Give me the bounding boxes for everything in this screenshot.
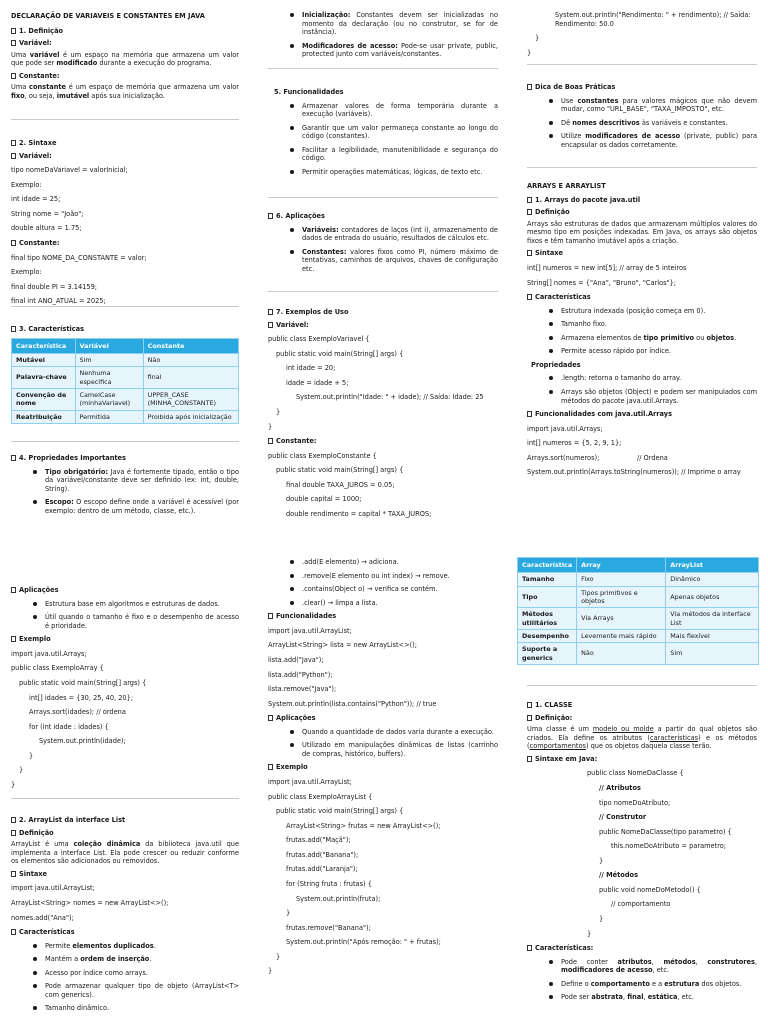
heading-arrays-funcionalidades: Funcionalidades com java.util.Arrays: [527, 410, 757, 419]
code-line: Arrays.sort(numeros); // Ordena: [527, 453, 668, 462]
code-line: }: [29, 751, 34, 760]
checkbox-icon: [527, 197, 532, 203]
checkbox-icon: [268, 764, 273, 770]
checkbox-icon: [527, 411, 532, 417]
checkbox-icon: [268, 438, 273, 444]
code-line: final double TAXA_JUROS = 0.05;: [286, 480, 395, 489]
list-item: .contains(Object o) → verifica se contém.: [268, 585, 498, 594]
list-item: Variáveis: contadores de laços (int i), armazenamento de dados de entrada do usuário, resultados de cálculos etc.: [268, 226, 498, 243]
heading-classe-sintaxe: Sintaxe em Java:: [527, 755, 757, 764]
checkbox-icon: [11, 636, 16, 642]
heading-arraylist: 2. ArrayList da interface List: [11, 816, 239, 825]
heading-funcionalidades: 5. Funcionalidades: [274, 88, 344, 96]
heading-classe-caracteristicas: Características:: [527, 944, 757, 953]
code-line: frutas.remove("Banana");: [286, 923, 371, 932]
heading-sintaxe-variavel: Variável:: [11, 152, 239, 161]
table-header: Constante: [143, 338, 238, 353]
heading-aplicacoes: 6. Aplicações: [268, 212, 498, 221]
code-line: ArrayList<String> nomes = new ArrayList<>();: [11, 898, 169, 907]
code-line: for (int idade : idades) {: [29, 722, 109, 731]
code-line: frutas.add("Laranja");: [286, 865, 358, 874]
code-line: int idade = 25;: [11, 195, 61, 204]
heading-arrays-aplicacoes: Aplicações: [11, 586, 239, 595]
list-item: .add(E elemento) → adiciona.: [268, 558, 498, 567]
list-item: Use constantes para valores mágicos que não devem mudar, como "URL_BASE", "TAXA_IMPOSTO", etc.: [527, 97, 757, 114]
checkbox-icon: [527, 294, 532, 300]
heading-arrays-sintaxe: Sintaxe: [527, 249, 757, 258]
code-line: lista.add("Java");: [268, 655, 324, 664]
code-line: }: [11, 780, 16, 789]
code-line: double capital = 1000;: [286, 495, 362, 504]
table-row: Mutável Sim Não: [12, 353, 239, 366]
checkbox-icon: [11, 40, 16, 46]
code-line: }: [276, 952, 281, 961]
section-boas-praticas: [527, 79, 757, 154]
table-row: Suporte a generics Não Sim: [518, 643, 759, 665]
list-item: Arrays são objetos (Object) e podem ser manipulados com métodos do pacote java.util.Arrays.: [527, 388, 757, 405]
list-item: .clear() → limpa a lista.: [268, 599, 498, 608]
table-row: Tamanho Fixo Dinâmico: [518, 573, 759, 586]
table-row: Reatribuição Permitida Proibida após inicialização: [12, 410, 239, 423]
heading-arrays-exemplo: Exemplo: [11, 635, 239, 644]
code-line: import java.util.ArrayList;: [268, 778, 352, 786]
code-line: System.out.println(fruta);: [296, 894, 381, 903]
heading-classe-definicao: Definição:: [527, 714, 757, 723]
list-item: Estrutura base em algoritmos e estruturas de dados.: [11, 600, 239, 609]
table-row: Tipo Tipos primitivos e objetos Apenas objetos: [518, 586, 759, 608]
doc-title: DECLARAÇÃO DE VARIAVEIS E CONSTANTES EM JAVA: [11, 12, 205, 20]
list-item: Inicialização: Constantes devem ser inicializadas no momento da declaração (ou no construtor, se for de instância).: [268, 11, 498, 37]
code-line: }: [268, 422, 273, 431]
code-line: this.nomeDoAtributo = parametro;: [611, 842, 727, 851]
section-arraylist: [11, 812, 239, 1018]
checkbox-icon: [268, 613, 273, 619]
list-item: Pode ser abstrata, final, estática, etc.: [527, 993, 757, 1002]
heading-arrays-propriedades: Propriedades: [531, 360, 581, 369]
comparison-table-array-arraylist: [517, 557, 759, 665]
list-item: Facilitar a legibilidade, manutenibilidade e segurança do código.: [268, 146, 498, 163]
list-item: Modificadores de acesso: Pode-se usar private, public, protected junto com variáveis/constantes.: [268, 42, 498, 59]
heading-caracteristicas: 3. Características: [11, 325, 239, 334]
section-array-vs-arraylist: [517, 553, 759, 669]
code-line: final tipo NOME_DA_CONSTANTE = valor;: [11, 253, 147, 262]
checkbox-icon: [527, 756, 532, 762]
code-line: tipo nomeDoAtributo;: [599, 798, 671, 807]
heading-arraylist-definicao: Definição: [11, 829, 239, 838]
comparison-table-var-const: [11, 338, 239, 424]
checkbox-icon: [11, 326, 16, 332]
list-item: Estrutura indexada (posição começa em 0).: [527, 307, 757, 316]
code-line: System.out.println(lista.contains("Python")); // true: [268, 699, 437, 708]
table-row: Palavra-chave Nenhuma específica final: [12, 367, 239, 389]
checkbox-icon: [11, 73, 16, 79]
heading-propriedades: 4. Propriedades Importantes: [11, 454, 239, 463]
code-line: for (String fruta : frutas) {: [286, 879, 372, 888]
code-line: lista.add("Python");: [268, 670, 333, 679]
code-line: int[] idades = {30, 25, 40, 20};: [29, 693, 134, 702]
heading-sintaxe: 2. Sintaxe: [11, 139, 239, 148]
code-line: public class ExemploConstante {: [268, 451, 377, 460]
list-item: Define o comportamento e a estrutura dos objetos.: [527, 980, 757, 989]
code-line: System.out.println(Arrays.toString(numeros)); // Imprime o array: [527, 468, 741, 477]
checkbox-icon: [527, 209, 532, 215]
code-line: double altura = 1.75;: [11, 224, 82, 233]
section-arrays: [527, 182, 757, 483]
heading-arrays-definicao: Definição: [527, 208, 757, 217]
list-item: Armazenar valores de forma temporária durante a execução (variáveis).: [268, 102, 498, 119]
code-line: public static void main(String[] args) {: [276, 349, 404, 358]
list-item: Garantir que um valor permaneça constante ao longo do código (constantes).: [268, 124, 498, 141]
table-row: Desempenho Levemente mais rápido Mais flexível: [518, 629, 759, 642]
code-comment: // Atributos: [599, 783, 641, 792]
list-item: Permitir operações matemáticas, lógicas, de texto etc.: [268, 168, 498, 177]
code-line: ArrayList<String> lista = new ArrayList<>();: [268, 641, 417, 650]
code-line: }: [286, 909, 291, 918]
checkbox-icon: [268, 322, 273, 328]
heading-arrays-pacote: 1. Arrays do pacote java.util: [527, 196, 757, 205]
code-line: final double PI = 3.14159;: [11, 282, 97, 291]
code-line: public NomeDaClasse(tipo parametro) {: [599, 827, 732, 836]
heading-arrays-arraylist: ARRAYS E ARRAYLIST: [527, 182, 606, 190]
heading-exemplos: 7. Exemplos de Uso: [268, 308, 498, 317]
list-item: Mantém a ordem de inserção.: [11, 955, 239, 964]
section-sintaxe: [11, 135, 239, 312]
code-line: }: [535, 34, 540, 43]
checkbox-icon: [268, 715, 273, 721]
code-line: }: [587, 929, 592, 938]
code-line: System.out.println("Rendimento: " + rendimento); // Saída: Rendimento: 50.0: [555, 11, 751, 28]
checkbox-icon: [11, 817, 16, 823]
section-arrays-aplicacoes: [11, 582, 239, 795]
checkbox-icon: [11, 587, 16, 593]
table-header: Característica: [12, 338, 76, 353]
checkbox-icon: [11, 830, 16, 836]
arrays-definition: Arrays são estruturas de dados que armazenam múltiplos valores do mesmo tipo em posições indexadas. Em Java, os arrays são objetos fixos e têm tamanho imutável após a criação.: [527, 219, 757, 245]
list-item: Útil quando o tamanho é fixo e o desempenho de acesso é prioridade.: [11, 613, 239, 630]
code-line: import java.util.Arrays;: [11, 649, 87, 658]
code-line: Exemplo:: [11, 268, 42, 277]
code-line: double rendimento = capital * TAXA_JUROS;: [286, 509, 432, 518]
checkbox-icon: [11, 140, 16, 146]
code-line: System.out.println("Após remoção: " + frutas);: [286, 938, 441, 947]
code-line: Arrays.sort(idades); // ordena: [29, 708, 126, 717]
list-item: Pode conter atributos, métodos, construtores, modificadores de acesso, etc.: [527, 958, 757, 975]
code-line: public static void main(String[] args) {: [19, 678, 147, 687]
code-line: public class ExemploArray {: [11, 664, 104, 673]
heading-definicao: 1. Definição: [11, 27, 239, 36]
code-line: public static void main(String[] args) {: [276, 466, 404, 475]
heading-exemplo-constante: Constante:: [268, 437, 498, 446]
heading-constante: Constante:: [11, 72, 239, 81]
checkbox-icon: [527, 715, 532, 721]
heading-arrays-caracteristicas: Características: [527, 293, 757, 302]
code-line: public class ExemploVariavel {: [268, 335, 370, 344]
variavel-paragraph: Uma variável é um espaço na memória que armazena um valor que pode ser modificado durante a execução do programa.: [11, 50, 239, 68]
list-item: Permite elementos duplicados.: [11, 942, 239, 951]
code-line: }: [599, 915, 604, 923]
section-codigo-cont: [527, 11, 757, 63]
code-line: public class ExemploArrayList {: [268, 792, 373, 801]
list-item: Utilizado em manipulações dinâmicas de listas (carrinho de compras, histórico, buffers).: [268, 741, 498, 758]
checkbox-icon: [11, 929, 16, 935]
code-line: nomes.add("Ana");: [11, 913, 74, 922]
code-line: lista.remove("Java");: [268, 685, 337, 694]
list-item: Escopo: O escopo define onde a variável é acessível (por exemplo: dentro de um método, classe, etc.).: [11, 498, 239, 515]
heading-exemplo-variavel: Variável:: [268, 321, 498, 330]
code-line: public static void main(String[] args) {: [276, 807, 404, 816]
list-item: Tamanho fixo.: [527, 320, 757, 329]
list-item: Tipo obrigatório: Java é fortemente tipado, então o tipo da variável/constante deve ser definido (ex: int, double, String).: [11, 468, 239, 494]
checkbox-icon: [527, 84, 532, 90]
checkbox-icon: [268, 309, 273, 315]
checkbox-icon: [11, 871, 16, 877]
list-item: .length: retorna o tamanho do array.: [527, 374, 757, 383]
code-comment: // Construtor: [599, 813, 647, 822]
section-propriedades: [11, 450, 239, 520]
checkbox-icon: [527, 945, 532, 951]
code-line: frutas.add("Banana");: [286, 850, 359, 859]
code-line: System.out.println(idade);: [39, 737, 126, 746]
checkbox-icon: [11, 240, 16, 246]
heading-arraylist-caracteristicas: Características: [11, 928, 239, 937]
list-item: Quando a quantidade de dados varia durante a execução.: [268, 728, 498, 737]
code-line: String[] nomes = {"Ana", "Bruno", "Carlos"};: [527, 278, 676, 287]
constante-paragraph: Uma constante é um espaço de memória que armazena um valor fixo, ou seja, imutável após sua inicialização.: [11, 83, 239, 100]
list-item: Pode armazenar qualquer tipo de objeto (ArrayList<T> com generics).: [11, 982, 239, 999]
heading-variavel: Variável:: [11, 39, 239, 48]
checkbox-icon: [11, 28, 16, 34]
list-item: Tamanho dinâmico.: [11, 1004, 239, 1013]
section-caracteristicas: [11, 321, 239, 428]
classe-definition: Uma classe é um modelo ou molde a partir do qual objetos são criados. Ela define os atributos (características) e os métodos (comportamentos) que os objetos daquela classe terão.: [527, 725, 757, 751]
code-line: }: [276, 407, 281, 416]
section-aplicacoes: [268, 208, 498, 278]
section-arraylist-metodos: [268, 553, 498, 982]
code-line: tipo nomeDaVariavel = valorInicial;: [11, 166, 128, 175]
section-propriedades-cont: [268, 11, 498, 64]
arraylist-definition: ArrayList é uma coleção dinâmica da biblioteca java.util que implementa a interface List. Ela pode crescer ou reduzir conforme os elementos são adicionados ou removidos.: [11, 840, 240, 866]
heading-arraylist-funcionalidades: Funcionalidades: [268, 612, 498, 621]
table-header: Variável: [75, 338, 143, 353]
code-line: }: [19, 766, 24, 775]
code-line: public void nomeDoMetodo() {: [599, 885, 701, 894]
code-line: int[] numeros = {5, 2, 9, 1};: [527, 439, 622, 448]
code-line: int idade = 20;: [286, 364, 336, 373]
list-item: Dê nomes descritivos às variáveis e constantes.: [527, 119, 757, 128]
code-comment: // Métodos: [599, 871, 639, 880]
code-line: Exemplo:: [11, 180, 42, 189]
code-line: import java.util.ArrayList;: [268, 626, 352, 635]
code-line: System.out.println("Idade: " + idade); // Saída: Idade: 25: [296, 393, 484, 402]
heading-arraylist-aplicacoes: Aplicações: [268, 714, 498, 723]
list-item: Permite acesso rápido por índice.: [527, 347, 757, 356]
code-line: }: [527, 48, 532, 57]
list-item: .remove(E elemento ou int index) → remove.: [268, 572, 498, 581]
heading-sintaxe-constante: Constante:: [11, 239, 239, 248]
code-line: }: [599, 856, 604, 865]
checkbox-icon: [11, 153, 16, 159]
section-exemplos: [268, 304, 498, 524]
list-item: Acesso por índice como arrays.: [11, 969, 239, 978]
table-header: Array: [577, 558, 666, 573]
code-line: }: [268, 967, 273, 976]
checkbox-icon: [11, 455, 16, 461]
list-item: Utilize modificadores de acesso (private, public) para encapsular os dados corretamente.: [527, 132, 757, 149]
code-line: import java.util.Arrays;: [527, 424, 603, 433]
checkbox-icon: [527, 250, 532, 256]
table-row: Convenção de nome CamelCase (minhaVariavel) UPPER_CASE (MINHA_CONSTANTE): [12, 388, 239, 410]
section-variables: [11, 12, 239, 105]
table-header: Característica: [518, 558, 577, 573]
code-line: int[] numeros = new int[5]; // array de 5 inteiros: [527, 263, 687, 272]
code-line: idade = idade + 5;: [286, 378, 349, 387]
table-header: ArrayList: [666, 558, 759, 573]
code-line: // comportamento: [611, 900, 671, 909]
section-classe: [527, 697, 757, 1007]
checkbox-icon: [527, 702, 532, 708]
heading-arraylist-sintaxe: Sintaxe: [11, 870, 239, 879]
table-row: Métodos utilitários Via Arrays Via métodos da interface List: [518, 608, 759, 630]
heading-classe: 1. CLASSE: [527, 701, 757, 710]
list-item: Constantes: valores fixos como PI, número máximo de tentativas, caminhos de arquivos, chaves de configuração etc.: [268, 248, 498, 274]
code-line: frutas.add("Maçã");: [286, 836, 351, 845]
heading-arraylist-exemplo: Exemplo: [268, 763, 498, 772]
section-funcionalidades: [268, 84, 498, 182]
code-line: String nome = "João";: [11, 209, 84, 218]
checkbox-icon: [268, 213, 273, 219]
list-item: Armazena elementos de tipo primitivo ou objetos.: [527, 334, 757, 343]
code-line: ArrayList<String> frutas = new ArrayList<>();: [286, 821, 441, 830]
code-line: final int ANO_ATUAL = 2025;: [11, 297, 106, 306]
heading-boas-praticas: Dica de Boas Práticas: [527, 83, 757, 92]
code-line: import java.util.ArrayList;: [11, 884, 95, 893]
code-line: public class NomeDaClasse {: [587, 769, 684, 778]
